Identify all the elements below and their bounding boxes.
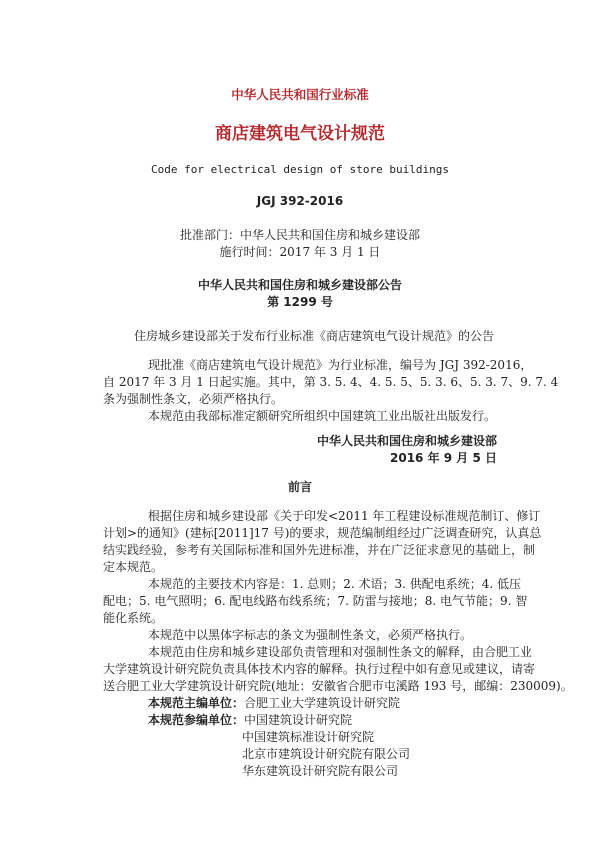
standard-code: JGJ 392-2016 (256, 194, 344, 208)
participant: 北京市建筑设计研究院有限公司 (242, 747, 411, 761)
announcement-heading: 中华人民共和国住房和城乡建设部公告 (197, 278, 402, 292)
english-title: Code for electrical design of store buildings (150, 163, 449, 176)
issuer: 中华人民共和国住房和城乡建设部 (316, 434, 497, 448)
approval-department: 批准部门：中华人民共和国住房和城乡建设部 (179, 228, 420, 242)
document-title: 商店建筑电气设计规范 (215, 124, 385, 144)
preface-line: 本规范的主要技术内容是：1. 总则；2. 术语；3. 供配电系统；4. 低压 (148, 577, 522, 591)
preface-heading: 前言 (287, 480, 312, 494)
announcement-line: 自 2017 年 3 月 1 日起实施。其中，第 3. 5. 4、4. 5. 5、5. 3. 6、5. 3. 7、9. 7. 4 (103, 375, 559, 389)
preface-line: 本规范中以黑体字标志的条文为强制性条文，必须严格执行。 (148, 628, 473, 642)
announcement-subject: 住房城乡建设部关于发布行业标准《商店建筑电气设计规范》的公告 (134, 329, 495, 343)
preface-line: 根据住房和城乡建设部《关于印发<2011 年工程建设标准规范制订、修订 (148, 509, 541, 523)
participants-label: 本规范参编单位： (148, 713, 245, 727)
participants-row (148, 712, 600, 729)
preface-line: 送合肥工业大学建筑设计研究院(地址：安徽省合肥市屯溪路 193 号，邮编：230009)。 (103, 679, 573, 693)
announcement-line: 现批准《商店建筑电气设计规范》为行业标准，编号为 JGJ 392-2016， (148, 358, 533, 372)
announcement-line: 条为强制性条文，必须严格执行。 (103, 392, 284, 406)
preface-line: 能化系统。 (103, 611, 164, 625)
preface-line: 本规范由住房和城乡建设部负责管理和对强制性条文的解释，由合肥工业 (148, 645, 533, 659)
announcement-number: 第 1299 号 (267, 295, 333, 309)
effective-date: 施行时间：2017 年 3 月 1 日 (219, 245, 381, 259)
preface-line: 配电；5. 电气照明；6. 配电线路布线系统；7. 防雷与接地；8. 电气节能；9. 智 (103, 594, 528, 608)
issue-date: 2016 年 9 月 5 日 (390, 451, 497, 465)
announcement-line: 本规范由我部标准定额研究所组织中国建筑工业出版社出版发行。 (148, 409, 497, 423)
preface-line: 计划>的通知》(建标[2011]17 号)的要求，规范编制组经过广泛调查研究，认真总 (103, 526, 542, 540)
standard-category: 中华人民共和国行业标准 (231, 87, 369, 102)
participant: 华东建筑设计研究院有限公司 (242, 764, 399, 778)
chief-editor: 合肥工业大学建筑设计研究院 (244, 696, 401, 710)
participant: 中国建筑标准设计研究院 (242, 730, 375, 744)
participant: 中国建筑设计研究院 (244, 713, 353, 727)
chief-editor-row (148, 695, 600, 712)
preface-line: 大学建筑设计研究院负责具体技术内容的解释。执行过程中如有意见或建议，请寄 (103, 662, 536, 676)
preface-line: 结实践经验，参考有关国际标准和国外先进标准，并在广泛征求意见的基础上，制 (103, 543, 536, 557)
preface-line: 定本规范。 (103, 560, 164, 574)
chief-editor-label: 本规范主编单位： (148, 696, 245, 710)
